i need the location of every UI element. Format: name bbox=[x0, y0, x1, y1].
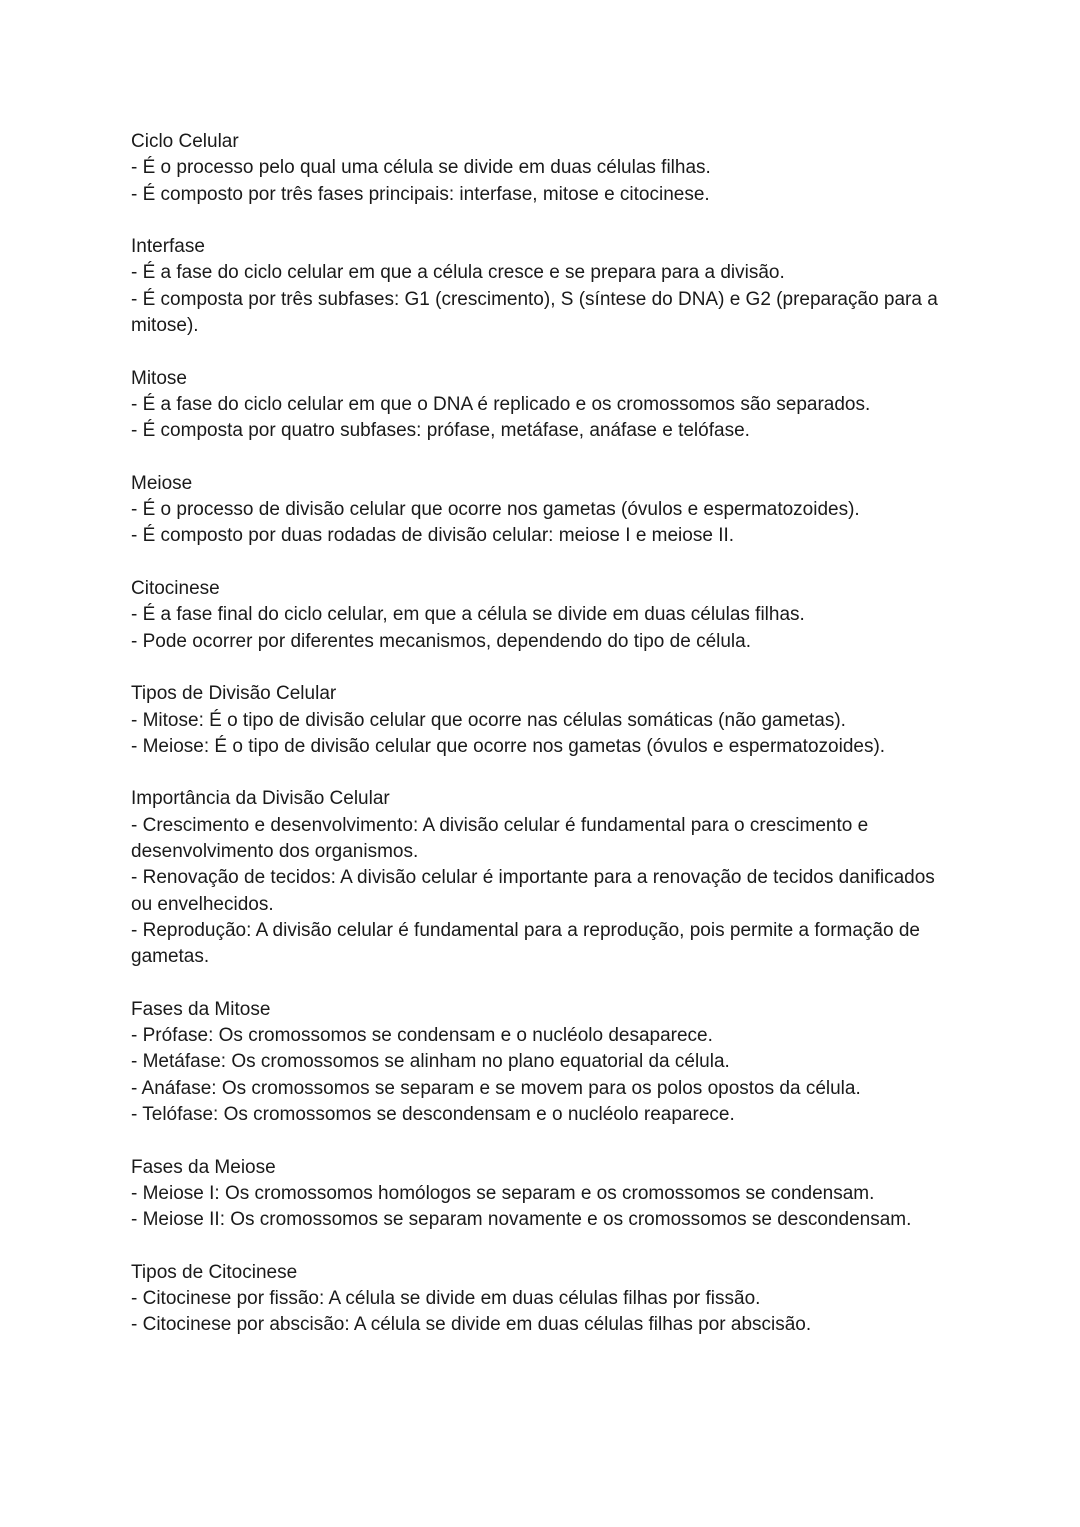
bullet-line: - É composta por três subfases: G1 (crescimento), S (síntese do DNA) e G2 (preparação para a mitose). bbox=[131, 288, 938, 337]
bullet-line: - É composta por quatro subfases: prófase, metáfase, anáfase e telófase. bbox=[131, 420, 750, 442]
bullet-line: - Reprodução: A divisão celular é fundamental para a reprodução, pois permite a formação de gametas. bbox=[131, 919, 920, 968]
section-heading: Fases da Mitose bbox=[131, 998, 271, 1020]
bullet-line: - Pode ocorrer por diferentes mecanismos, dependendo do tipo de célula. bbox=[131, 630, 751, 652]
section-heading: Ciclo Celular bbox=[131, 131, 239, 152]
bullet-line: - É composto por duas rodadas de divisão celular: meiose I e meiose II. bbox=[131, 525, 735, 547]
bullet-line: - É a fase do ciclo celular em que o DNA é replicado e os cromossomos são separados. bbox=[131, 393, 871, 415]
bullet-line: - Renovação de tecidos: A divisão celular é importante para a renovação de tecidos danificados ou envelhecidos. bbox=[131, 867, 935, 915]
section-heading: Meiose bbox=[131, 472, 193, 494]
section-heading: Citocinese bbox=[131, 578, 220, 600]
section-heading: Tipos de Citocinese bbox=[131, 1261, 298, 1283]
section-heading: Interfase bbox=[131, 236, 205, 258]
bullet-line: - Metáfase: Os cromossomos se alinham no plano equatorial da célula. bbox=[131, 1051, 730, 1073]
bullet-line: - Meiose II: Os cromossomos se separam novamente e os cromossomos se descondensam. bbox=[131, 1209, 912, 1231]
section-heading: Tipos de Divisão Celular bbox=[131, 683, 337, 705]
document-page bbox=[131, 129, 951, 1365]
bullet-line: - Citocinese por abscisão: A célula se divide em duas células filhas por abscisão. bbox=[131, 1314, 812, 1336]
bullet-line: - É o processo de divisão celular que ocorre nos gametas (óvulos e espermatozoides). bbox=[131, 499, 860, 521]
section-interfase bbox=[131, 234, 951, 339]
section-ciclo-celular bbox=[131, 129, 951, 208]
section-tipos-divisao-celular bbox=[131, 681, 951, 760]
section-heading: Importância da Divisão Celular bbox=[131, 788, 390, 810]
section-heading: Mitose bbox=[131, 367, 187, 389]
section-importancia-divisao-celular bbox=[131, 786, 951, 970]
bullet-line: - Meiose I: Os cromossomos homólogos se separam e os cromossomos se condensam. bbox=[131, 1182, 875, 1204]
section-fases-meiose bbox=[131, 1155, 951, 1234]
bullet-line: - Meiose: É o tipo de divisão celular que ocorre nos gametas (óvulos e espermatozoides). bbox=[131, 735, 886, 757]
bullet-line: - É composto por três fases principais: interfase, mitose e citocinese. bbox=[131, 183, 710, 205]
bullet-line: - Crescimento e desenvolvimento: A divisão celular é fundamental para o crescimento e desenvolvimento dos organismos. bbox=[131, 814, 869, 863]
bullet-line: - É o processo pelo qual uma célula se divide em duas células filhas. bbox=[131, 157, 711, 179]
bullet-line: - É a fase do ciclo celular em que a célula cresce e se prepara para a divisão. bbox=[131, 262, 785, 284]
bullet-line: - Citocinese por fissão: A célula se divide em duas células filhas por fissão. bbox=[131, 1288, 761, 1310]
bullet-line: - Mitose: É o tipo de divisão celular que ocorre nas células somáticas (não gametas). bbox=[131, 709, 846, 731]
section-tipos-citocinese bbox=[131, 1260, 951, 1339]
bullet-line: - Prófase: Os cromossomos se condensam e o nucléolo desaparece. bbox=[131, 1025, 713, 1047]
section-meiose bbox=[131, 471, 951, 550]
bullet-line: - Telófase: Os cromossomos se descondensam e o nucléolo reaparece. bbox=[131, 1103, 735, 1125]
section-citocinese bbox=[131, 576, 951, 655]
section-mitose bbox=[131, 366, 951, 445]
section-heading: Fases da Meiose bbox=[131, 1156, 276, 1178]
section-fases-mitose bbox=[131, 997, 951, 1128]
bullet-line: - É a fase final do ciclo celular, em que a célula se divide em duas células filhas. bbox=[131, 604, 805, 626]
bullet-line: - Anáfase: Os cromossomos se separam e se movem para os polos opostos da célula. bbox=[131, 1077, 861, 1099]
